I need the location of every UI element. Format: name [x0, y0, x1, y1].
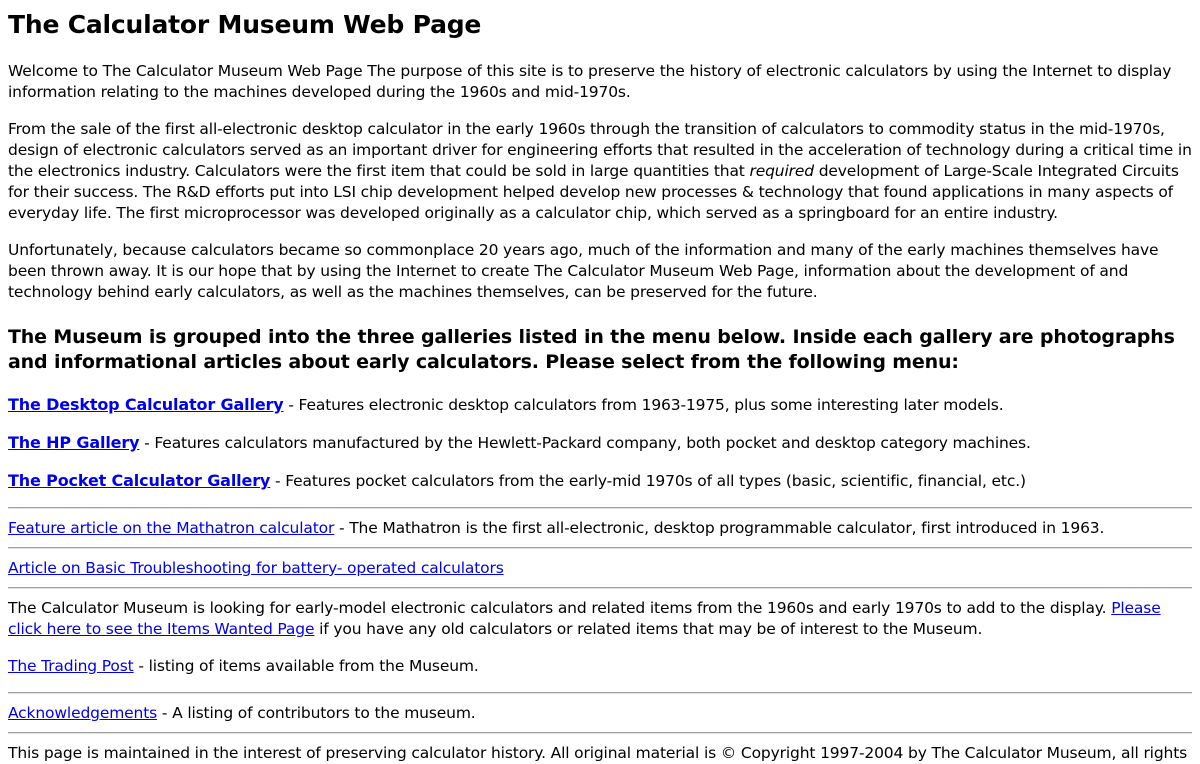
- troubleshooting-article-link[interactable]: Article on Basic Troubleshooting for battery- operated calculators: [8, 559, 504, 577]
- page-body: [0, 10, 1200, 764]
- divider: [8, 507, 1192, 509]
- mathatron-description: - The Mathatron is the first all-electronic, desktop programmable calculator, first introduced in 1963.: [334, 519, 1105, 537]
- divider: [8, 732, 1192, 734]
- items-wanted-text-before: The Calculator Museum is looking for early-model electronic calculators and related items from the 1960s and early 1970s to add to the display.: [8, 599, 1112, 617]
- desktop-gallery-link[interactable]: The Desktop Calculator Gallery: [8, 395, 284, 414]
- history-text-before: From the sale of the first all-electronic desktop calculator in the early 1960s through the transition of calculators to commodity status in the mid-1970s, design of electronic calculators served as an important driver for engineering efforts that resulted in the acceleration of technology during a critical time in the electronics industry. Calculators were the first item that could be sold in large quantities that: [8, 120, 1192, 180]
- desktop-gallery-description: - Features electronic desktop calculators from 1963-1975, plus some interesting later models.: [283, 396, 1004, 414]
- mathatron-row: [8, 518, 1192, 539]
- items-wanted-text-after: if you have any old calculators or related items that may be of interest to the Museum.: [314, 620, 983, 638]
- troubleshooting-row: [8, 558, 1192, 579]
- gallery-item-hp: [8, 432, 1192, 454]
- pocket-gallery-link[interactable]: The Pocket Calculator Gallery: [8, 471, 271, 490]
- preservation-paragraph: Unfortunately, because calculators became so commonplace 20 years ago, much of the information and many of the early machines themselves have been thrown away. It is our hope that by using the Internet to create The Calculator Museum Web Page, information about the development of and technology behind early calculators, as well as the machines themselves, can be preserved for the future.: [8, 241, 1159, 301]
- acknowledgements-description: - A listing of contributors to the museum.: [157, 704, 476, 722]
- divider: [8, 587, 1192, 589]
- acknowledgements-link[interactable]: Acknowledgements: [8, 704, 158, 722]
- page-title: The Calculator Museum Web Page: [8, 10, 482, 39]
- items-wanted-row: [8, 598, 1192, 640]
- gallery-item-pocket: [8, 470, 1192, 492]
- history-emphasis: required: [749, 162, 814, 180]
- items-wanted-link[interactable]: Please click here to see the Items Wanted Page: [8, 599, 1161, 638]
- divider: [8, 547, 1192, 549]
- menu-heading: The Museum is grouped into the three galleries listed in the menu below. Inside each gallery are photographs and informational articles about early calculators. Please select from the following menu:: [8, 326, 1175, 373]
- history-paragraph: [8, 119, 1192, 224]
- trading-post-row: [8, 656, 1192, 677]
- history-text-after: development of Large-Scale Integrated Circuits for their success. The R&D efforts put into LSI chip development helped develop new processes & technology that found applications in many aspects of everyday life. The first microprocessor was developed originally as a calculator chip, which served as a springboard for an entire industry.: [8, 162, 1179, 222]
- trading-post-description: - listing of items available from the Museum.: [133, 657, 479, 675]
- acknowledgements-row: [8, 703, 1192, 724]
- divider: [8, 692, 1192, 694]
- hp-gallery-link[interactable]: The HP Gallery: [8, 433, 140, 452]
- welcome-paragraph: Welcome to The Calculator Museum Web Page The purpose of this site is to preserve the history of electronic calculators by using the Internet to display information relating to the machines developed during the 1960s and mid-1970s.: [8, 62, 1172, 101]
- gallery-item-desktop: [8, 394, 1192, 416]
- trading-post-link[interactable]: The Trading Post: [8, 657, 134, 675]
- footer-copyright: This page is maintained in the interest of preserving calculator history. All original material is © Copyright 1997-2004 by The Calculator Museum, all rights: [8, 744, 1188, 762]
- hp-gallery-description: - Features calculators manufactured by the Hewlett-Packard company, both pocket and desktop category machines.: [139, 434, 1031, 452]
- pocket-gallery-description: - Features pocket calculators from the early-mid 1970s of all types (basic, scientific, financial, etc.): [270, 472, 1026, 490]
- mathatron-article-link[interactable]: Feature article on the Mathatron calculator: [8, 519, 335, 537]
